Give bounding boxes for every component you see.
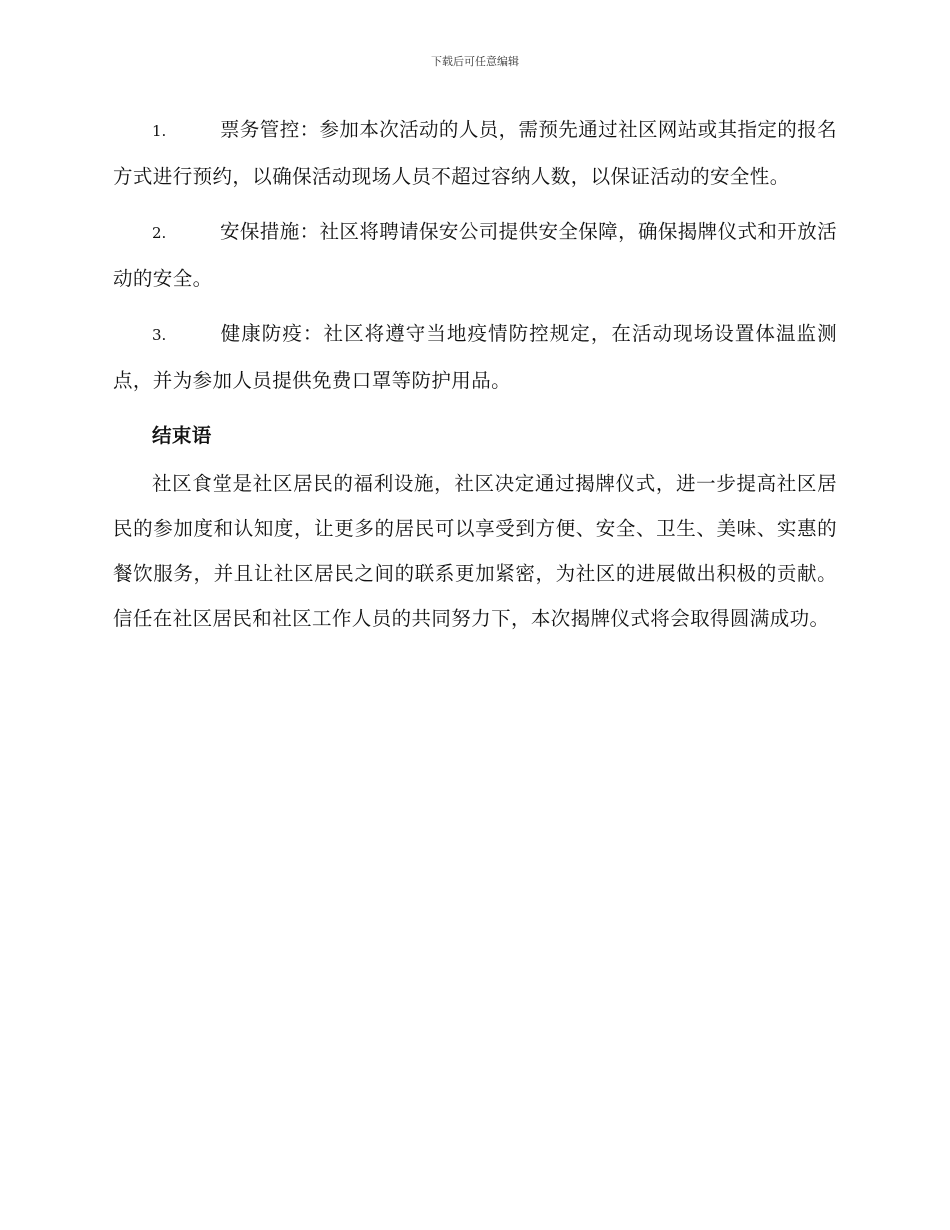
conclusion-paragraph: 社区食堂是社区居民的福利设施，社区决定通过揭牌仪式，进一步提高社区居民的参加度和认知度，让更多的居民可以享受到方便、安全、卫生、美味、实惠的餐饮服务，并且让社区居民之间的联系更加紧密，为社区的进展做出积极的贡献。信任在社区居民和社区工作人员的共同努力下，本次揭牌仪式将会取得圆满成功。 bbox=[113, 472, 837, 630]
list-item-1 bbox=[113, 107, 837, 199]
list-item-3 bbox=[113, 311, 837, 403]
list-number: 3. bbox=[152, 326, 167, 344]
list-item-text: 票务管控：参加本次活动的人员，需预先通过社区网站或其指定的报名方式进行预约，以确保活动现场人员不超过容纳人数，以保证活动的安全性。 bbox=[113, 118, 837, 188]
list-item-text: 健康防疫：社区将遵守当地疫情防控规定，在活动现场设置体温监测点，并为参加人员提供免费口罩等防护用品。 bbox=[113, 322, 837, 392]
list-item-2 bbox=[113, 209, 837, 301]
list-number: 2. bbox=[152, 224, 167, 242]
page-header: 下载后可任意编辑 bbox=[431, 55, 519, 68]
list-number: 1. bbox=[152, 122, 167, 140]
list-item-text: 安保措施：社区将聘请保安公司提供安全保障，确保揭牌仪式和开放活动的安全。 bbox=[113, 220, 837, 290]
section-heading: 结束语 bbox=[152, 424, 212, 447]
document-body bbox=[113, 107, 837, 641]
